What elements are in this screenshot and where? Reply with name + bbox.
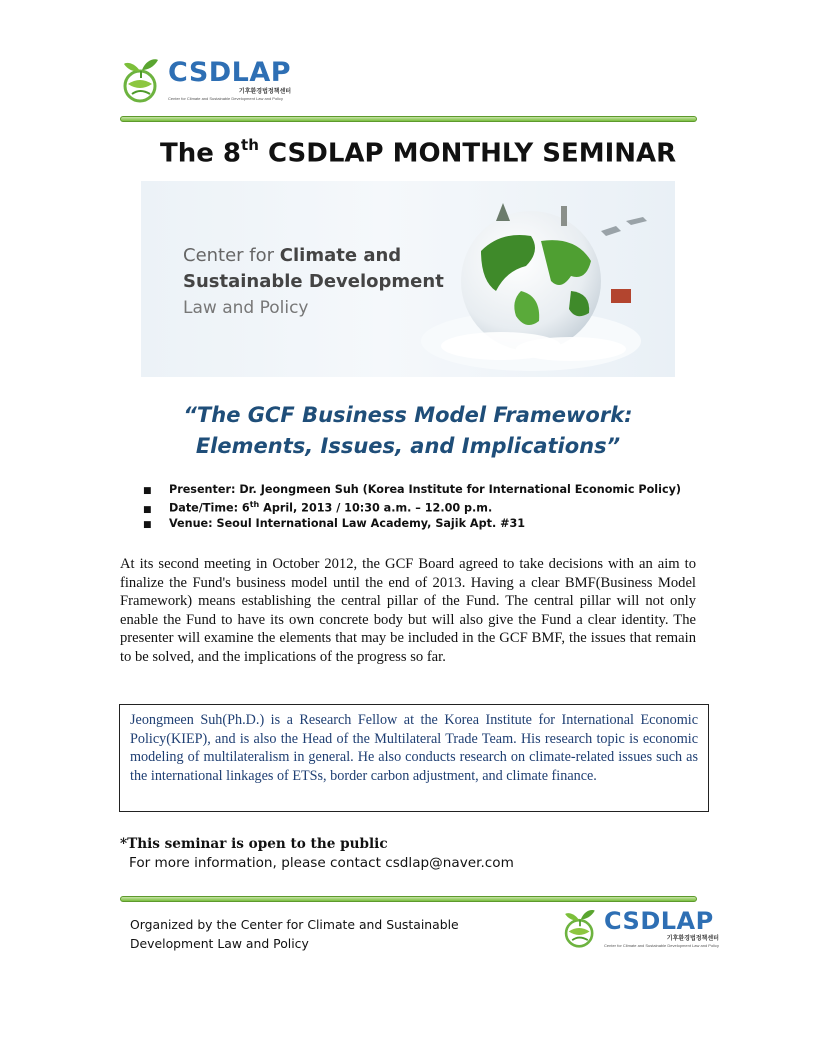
- footer-organizer: [130, 915, 459, 953]
- logo-subtitle: Center for Climate and Sustainable Development Law and Policy: [604, 942, 719, 948]
- globe-illustration: [411, 181, 675, 377]
- logo-name: CSDLAP: [168, 57, 292, 88]
- logo-korean: 기후환경법정책센터: [666, 934, 719, 942]
- detail-presenter: [143, 483, 681, 500]
- csdlap-logo-header: [118, 54, 291, 106]
- logo-subtitle: Center for Climate and Sustainable Development Law and Policy: [168, 96, 283, 101]
- topic-line1: “The GCF Business Model Framework:: [183, 403, 633, 427]
- topic-line2: Elements, Issues, and Implications”: [195, 434, 621, 458]
- public-notice: *This seminar is open to the public: [120, 836, 388, 852]
- detail-datetime: [143, 500, 681, 517]
- logo-name: CSDLAP: [604, 906, 714, 935]
- leaf-globe-icon: [118, 54, 164, 106]
- detail-venue: [143, 517, 681, 534]
- banner-line1-plain: Center for: [183, 245, 280, 266]
- presenter-bio: Jeongmeen Suh(Ph.D.) is a Research Fellow at the Korea Institute for International Economic Policy(KIEP), and is also the Head of the Multilateral Trade Team. His research topic is economic modeling of multilateralism in general. He also conducts research on climate-related issues such as the international linkages of ETSs, border carbon adjustment, and climate finance.: [130, 712, 698, 784]
- footer-line1: Organized by the Center for Climate and Sustainable: [130, 917, 459, 932]
- footer-divider: [120, 896, 697, 902]
- venue-text: Venue: Seoul International Law Academy, Sajik Apt. #31: [169, 517, 526, 530]
- seminar-details: [143, 483, 681, 534]
- datetime-text: Date/Time: 6th April, 2013 / 10:30 a.m. – 12.00 p.m.: [169, 500, 493, 515]
- header-divider: [120, 116, 697, 122]
- bullet-icon: ■: [143, 520, 152, 530]
- page-title: The 8th CSDLAP MONTHLY SEMINAR: [160, 136, 677, 169]
- contact-info: For more information, please contact csdlap@naver.com: [129, 855, 514, 871]
- banner-line2: Sustainable Development: [183, 271, 444, 292]
- banner-text: [183, 243, 444, 321]
- bullet-icon: ■: [143, 504, 152, 515]
- csdlap-logo-footer: [560, 905, 719, 951]
- banner-line3: Law and Policy: [183, 298, 309, 318]
- presenter-text: Presenter: Dr. Jeongmeen Suh (Korea Institute for International Economic Policy): [169, 483, 681, 496]
- bullet-icon: ■: [143, 486, 152, 496]
- seminar-topic: [141, 400, 675, 462]
- presenter-bio-box: [119, 704, 709, 812]
- abstract-paragraph: At its second meeting in October 2012, the GCF Board agreed to take decisions with an aim to finalize the Fund's business model until the end of 2013. Having a clear BMF(Business Model Framework) means establishing the central pillar of the Fund. The central pillar will not only enable the Fund to have its own concrete body but will also give the Fund a clear identity. The presenter will examine the elements that may be included in the GCF BMF, the issues that remain to be solved, and the implications of the progress so far.: [120, 556, 696, 665]
- banner-line1-bold: Climate and: [279, 245, 402, 266]
- banner-image: [141, 181, 675, 377]
- footer-line2: Development Law and Policy: [130, 936, 309, 951]
- logo-korean: 기후환경법정책센터: [238, 88, 292, 95]
- leaf-globe-icon: [560, 905, 600, 951]
